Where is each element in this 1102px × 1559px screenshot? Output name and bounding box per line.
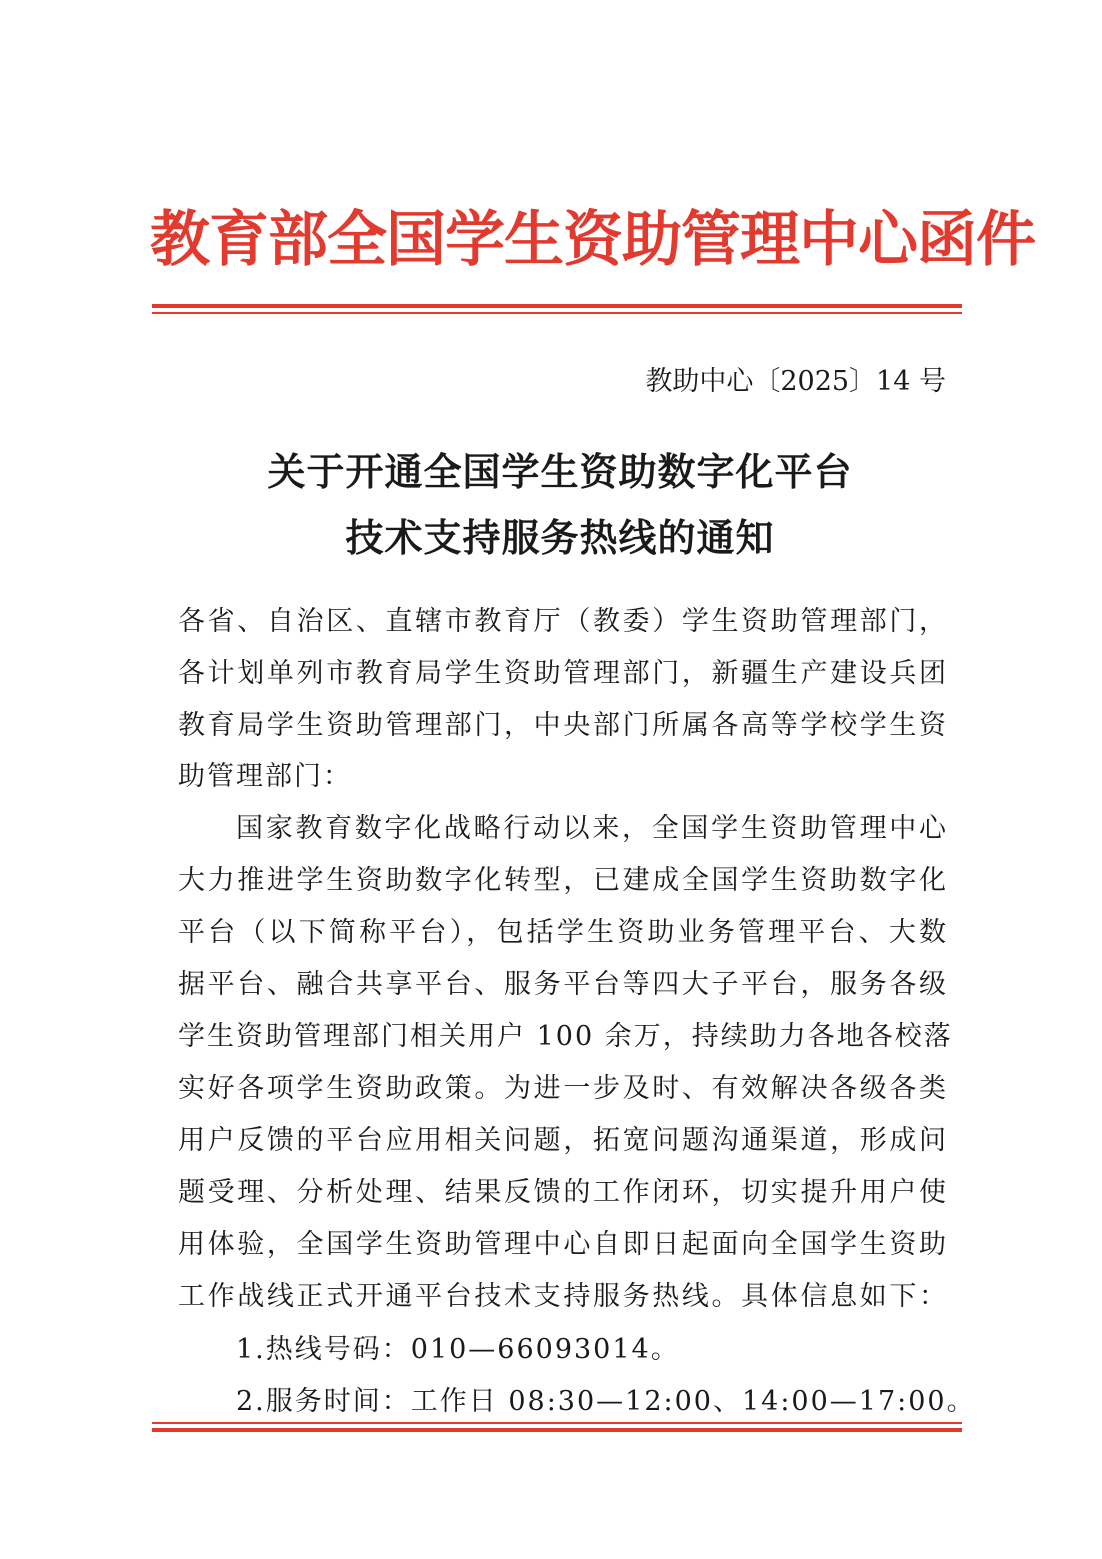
document-title-line-1: 关于开通全国学生资助数字化平台 <box>267 449 853 494</box>
body-line: 平台（以下简称平台），包括学生资助业务管理平台、大数 <box>178 917 948 948</box>
body-line: 助管理部门： <box>178 761 352 792</box>
document-number: 教助中心〔2025〕14 号 <box>645 366 946 397</box>
body-line: 实好各项学生资助政策。为进一步及时、有效解决各级各类 <box>178 1073 948 1104</box>
body-line: 教育局学生资助管理部门，中央部门所属各高等学校学生资 <box>178 710 948 741</box>
body-line: 各省、自治区、直辖市教育厅（教委）学生资助管理部门， <box>178 606 948 637</box>
body-line: 大力推进学生资助数字化转型，已建成全国学生资助数字化 <box>178 865 948 896</box>
body-line: 题受理、分析处理、结果反馈的工作闭环，切实提升用户使 <box>178 1177 948 1208</box>
body-line: 学生资助管理部门相关用户 100 余万，持续助力各地各校落 <box>178 1021 953 1052</box>
footer-divider <box>152 1422 962 1432</box>
document-title-line-2: 技术支持服务热线的通知 <box>345 515 775 560</box>
body-line: 用体验，全国学生资助管理中心自即日起面向全国学生资助 <box>178 1229 948 1260</box>
body-line: 据平台、融合共享平台、服务平台等四大子平台，服务各级 <box>178 969 948 1000</box>
letterhead-title: 教育部全国学生资助管理中心函件 <box>150 205 1035 275</box>
body-line: 工作战线正式开通平台技术支持服务热线。具体信息如下： <box>178 1281 948 1312</box>
letterhead-divider <box>152 304 962 314</box>
body-line: 用户反馈的平台应用相关问题，拓宽问题沟通渠道，形成问 <box>178 1125 948 1156</box>
hotline-number-item: 1.热线号码：010—66093014。 <box>236 1334 680 1365</box>
service-hours-item: 2.服务时间：工作日 08:30—12:00、14:00—17:00。 <box>236 1386 976 1417</box>
body-line: 各计划单列市教育局学生资助管理部门，新疆生产建设兵团 <box>178 658 948 689</box>
body-line: 国家教育数字化战略行动以来，全国学生资助管理中心 <box>236 813 948 844</box>
